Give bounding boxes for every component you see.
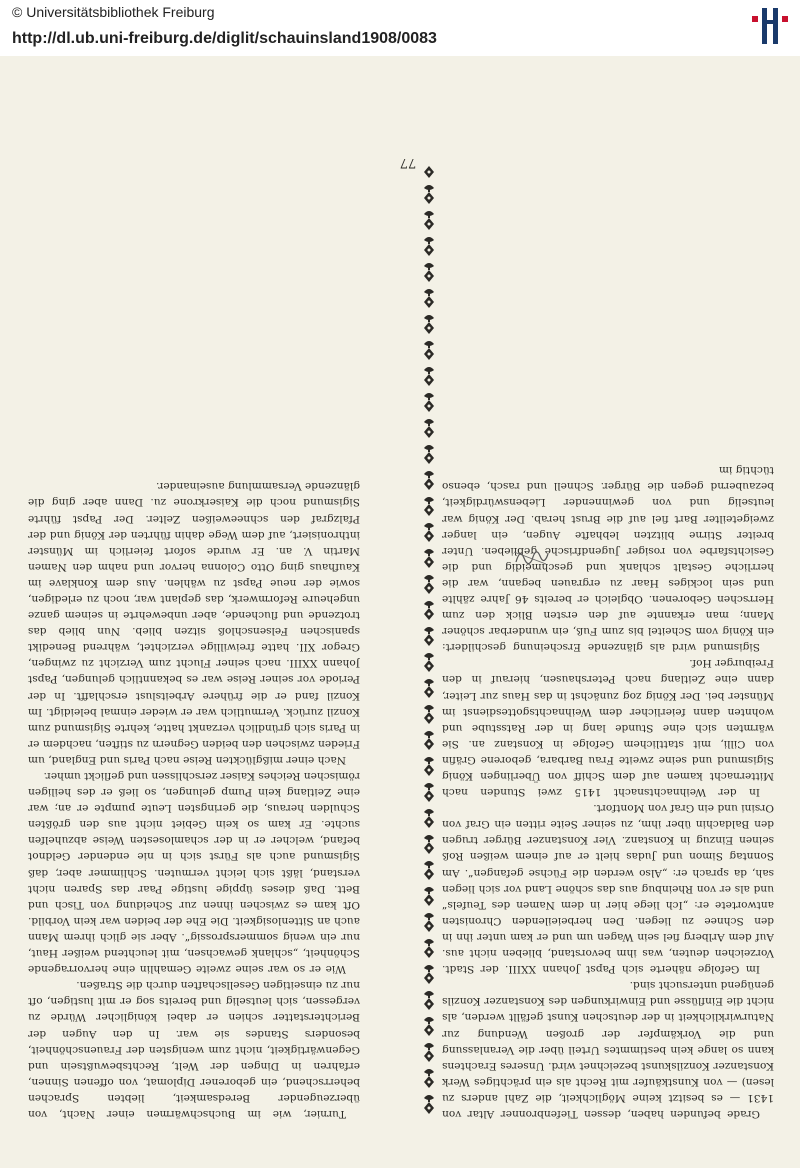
text-column-right <box>28 162 360 1122</box>
document-url[interactable]: http://dl.ub.uni-freiburg.de/diglit/schauinsland1908/0083 <box>12 30 437 47</box>
text-column-left <box>442 162 774 1122</box>
paragraph: In der Weihnachtsnacht 1415 zwei Stunden nach Mitternacht kamen auf dem Schiff von Überlingen König Sigismund und seine zweite Frau Barbara, geborene Gräfin von Cilli, mit stattlichem Gefolge in Konstanz an. Sie wärmten sich eine Stunde lang in der Ratsstube und wohnten dann feierlicher dem Weihnachtsgottesdienst im Münster bei. Der König zog zunächst in das Haus zur Leiter, dann eine Zeitlang nach Petershausen, hierauf in den Freiburger Hof. <box>442 657 774 799</box>
ornamental-divider-icon <box>421 166 437 1116</box>
viewer-header <box>0 0 800 56</box>
paragraph: Im Gefolge näherte sich Papst Johann XXIII. der Stadt. Vorzeichen deuten, was ihm bevorstand, blieben nicht aus. Auf dem Arlberg fiel sein Wagen um und er kam unter ihn in den Schnee zu liegen. Den herbeieilenden Chronisten antwortete er: „Ich liege hier in dem Namen des Teufels“ und als er von Rheinbug aus das schöne Land vor sich liegen sah, da sprach er: „Also werden die Füchse gefangen“. Am Sonntag Simon und Judas hielt er auf einem weißen Roß seinen Einzug in Konstanz. Vier Konstanzer Bürger trugen den Baldachin über ihm, zu seiner Seite ritten ein Graf von Orsini und ein Graf von Montfort. <box>442 802 774 976</box>
paragraph: Wie er so war seine zweite Gemahlin eine hervorragende Schönheit, „schlank gewachsen, mit leuchtend weißer Haut, nur ein wenig sommersprossig“. Aber sie glich ihrem Mann auch an Sittenlosigkeit. Die Ehe der beiden war kein Vorbild. Oft kam es zwischen ihnen zur Scheidung von Tisch und Bett. Daß dieses üppige lustige Paar das Sparen nicht verstand, läßt sich leicht vermuten. Schlimmer aber, daß Sigismund auch als Fürst sich in nie endender Geldnot befand, welcher er in der schamlosesten Weise abzuhelfen suchte. Er kam so kein Gebiet nicht aus den größten Schulden heraus, die geringsten Leute pumpte er an; war eine Zeitlang kein Pump gelungen, so ließ er des heiligen römischen Reiches Kaiser zerschlissen und geflickt umher. <box>28 770 360 976</box>
paragraph: Grade befunden haben, dessen Tiefenbronner Altar von 1431 — es besitzt keine Möglichkeit, die Zahl anders zu lesen) — von Kunstkäufer mit Recht als ein prächtiges Werk Konstanzer Konzilskunst bezeichnet wird. Unseres Erachtens kann so lange kein bestimmtes Urteil über die Veranlassung und die Vorkämpfer der großen Wendung zur Naturwirklichkeit in der deutschen Kunst gefällt werden, als nicht die Einflüsse und Einwirkungen des Konstanzer Konzils genügend untersucht sind. <box>442 979 774 1120</box>
paragraph: Nach einer mißglückten Reise nach Paris und England, um Frieden zwischen den beiden Gegnern zu stiften, nachdem er in Paris sich gründlich verzankt hatte, kehrte Sigismund zum Konzil zurück. Vermutlich war er wieder einmal beleidigt. Im Konzil fand er die frühere Arbeitslust erschlafft. In der Periode vor seiner Reise war es bekanntlich gelungen, Papst Johann XXIII. nach seiner Flucht zum Verzicht zu zwingen, Gregor XII. hatte freiwillige verzichtet, während Benedikt spanischen Felsenschloß sitzen blieb. Nun blieb das trotzende und fluchende, aber unbewehrte in seinem ganze ungeheure Reformwerk, das geplant war, noch zu erledigen, sowie der neue Papst zu wählen. Aus dem Konklave im Kaufhaus ging Otto Colonna hervor und nahm den Namen Martin V. an. Er wurde sofort feierlich im Münster inthronisiert, auf dem Wege dahin führten der König und der Pfalzgraf den schneeweißen Zelter. Der Papst führte Sigismund noch die Kaiserkrone zu. Dann aber ging die glänzende Versammlung auseinander. <box>28 480 360 766</box>
paragraph: Turnier, wie im Buchschwärmen einer Nacht, von überzeugender Beredsamkeit, liebten Sprachen beherrschend, ein geborener Diplomat, von offenen Sinnen, erfahren in Dingen der Welt, Rechtsbewußtsein und Gegenwärtigkeit, nicht zum wenigsten der Frauenschönheit, besonders Standes sie war. In den Augen der Berichterstatter schien er dabei königlicher Würde zu vergessen, sich leutselig und bereits sog er mit lustigen, oft nur zu einseitigen Gesellschaften durch die Straßen. <box>28 979 360 1120</box>
page-number: 77 <box>399 155 417 170</box>
handwritten-annotation-icon <box>510 548 550 570</box>
university-logo-icon <box>752 6 788 46</box>
paragraph: Sigismund wird als glänzende Erscheinung geschildert: ein König vom Scheitel bis zum Fuß, ein wunderbar schöner Mann; man erkannte auf den ersten Blick den zum Herrschen Geborenen. Obgleich er bereits 46 Jahre zählte und sein lockiges Haar zu ergrauen begann, war die herrliche Gestalt schlank und geschmeidig und die Gesichtsfarbe von rosiger Jugendfrische geblieben. Unter breiter Stirne blitzten lebhafte Augen, ein langer zweigeteilter Bart fiel auf die Brust herab. Der König war leutselig und von gewinnender Liebenswürdigkeit, bezaubernd gegen die Bürger. Schnell und rasch, ebenso tüchtig im <box>442 464 774 654</box>
scanned-page <box>0 56 800 1168</box>
copyright-notice: © Universitätsbibliothek Freiburg <box>12 4 215 20</box>
